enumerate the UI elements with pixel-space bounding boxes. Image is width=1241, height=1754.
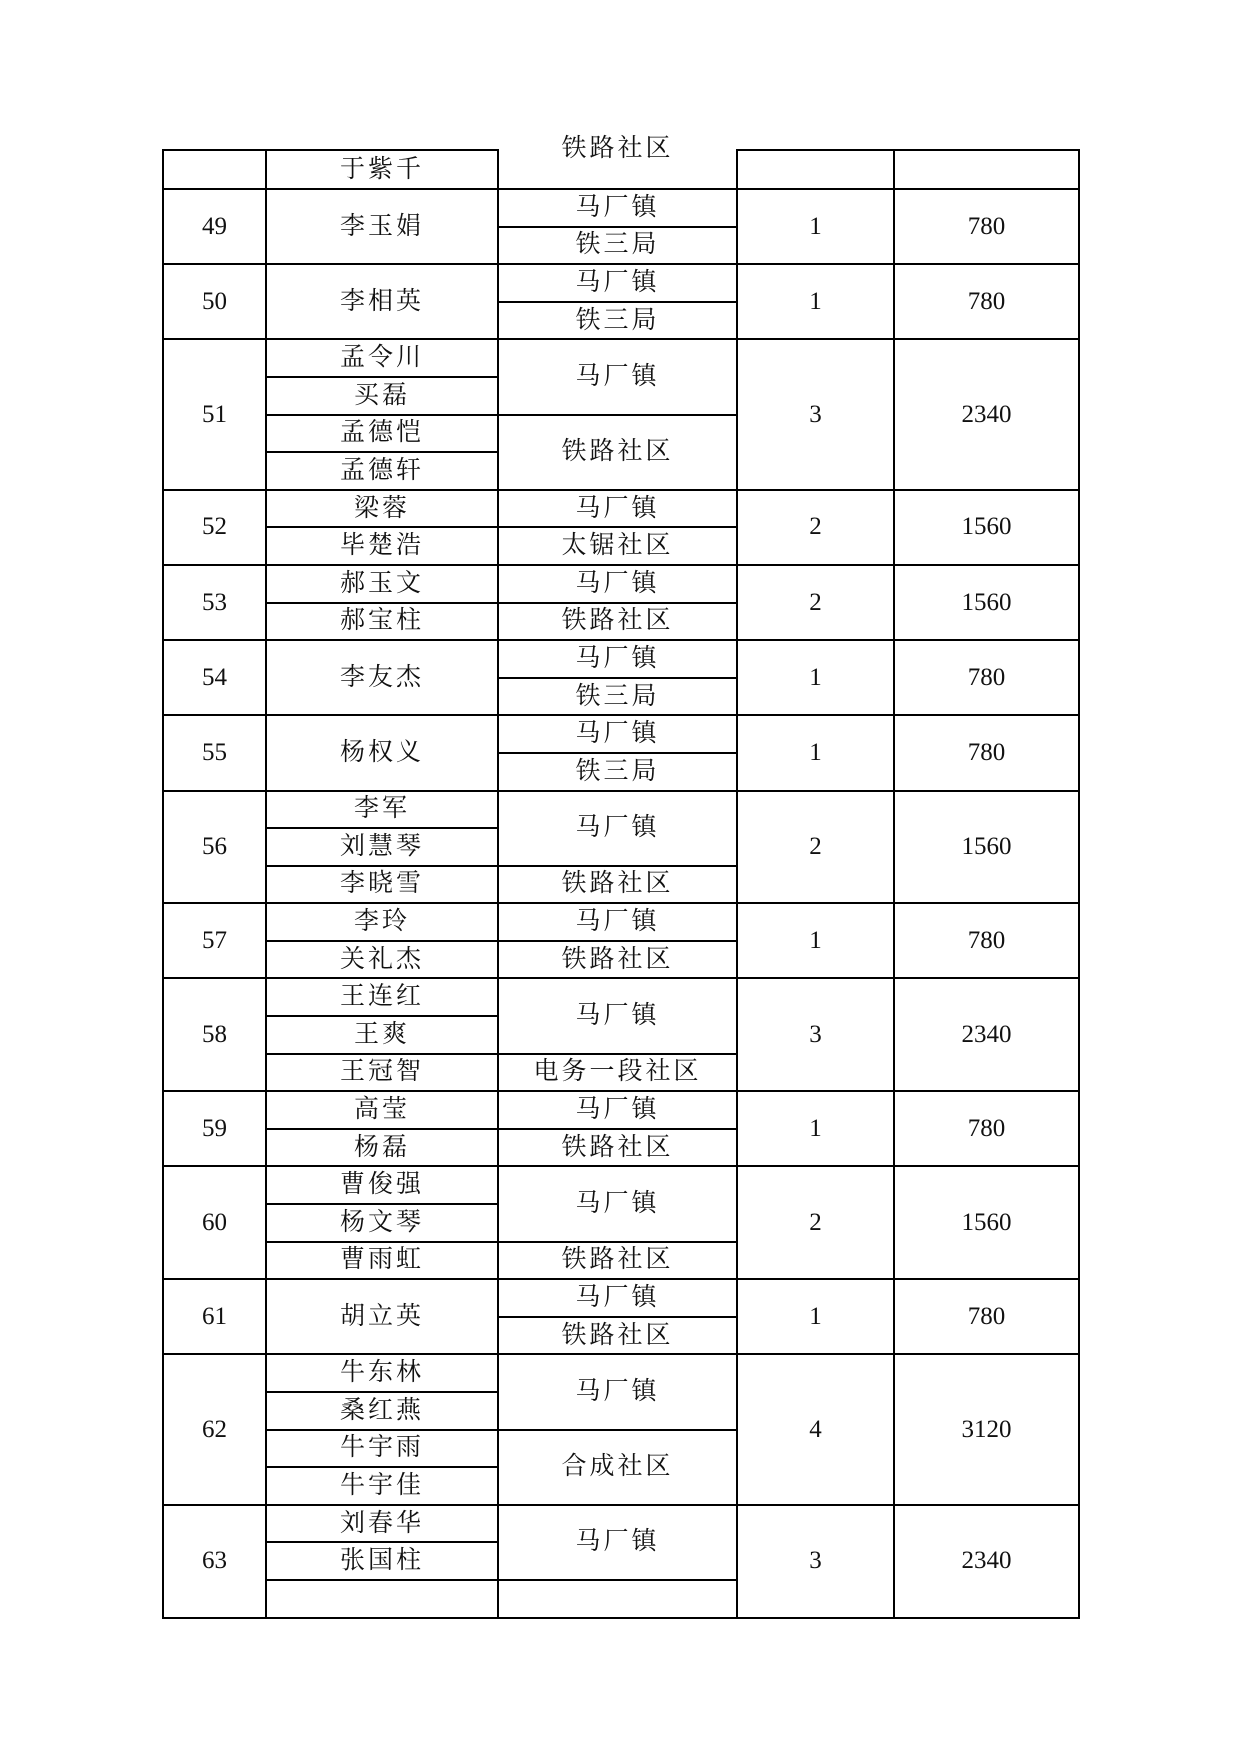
subsidy-amount-text: 2340	[961, 400, 1012, 428]
household-count	[737, 903, 894, 978]
location	[498, 1242, 737, 1280]
person-name	[266, 565, 498, 603]
table-row	[163, 978, 1079, 1016]
person-name	[266, 1430, 498, 1468]
row-number-text: 54	[202, 663, 227, 691]
person-name-text: 李友杰	[339, 663, 424, 691]
row-number-text: 55	[202, 738, 227, 766]
household-count	[737, 150, 894, 189]
person-name	[266, 603, 498, 641]
location	[498, 189, 737, 227]
location-text: 铁三局	[575, 231, 660, 259]
row-number-text: 51	[202, 400, 227, 428]
page-table-region	[162, 135, 1079, 1581]
row-number-text: 59	[202, 1114, 227, 1142]
person-name	[266, 1467, 498, 1505]
location	[498, 978, 737, 1053]
row-number	[163, 715, 266, 790]
row-number	[163, 490, 266, 565]
location-text: 铁三局	[575, 306, 660, 334]
person-name	[266, 452, 498, 490]
person-name-text: 孟德轩	[339, 456, 424, 484]
location-text: 铁路社区	[561, 1133, 674, 1161]
subsidy-amount-text: 1560	[961, 513, 1012, 541]
person-name-text: 李玲	[353, 908, 410, 936]
household-count	[737, 978, 894, 1091]
location	[498, 302, 737, 340]
table-row	[163, 715, 1079, 753]
location-text: 马厂镇	[575, 268, 660, 296]
person-name-text: 胡立英	[339, 1302, 424, 1330]
row-number	[163, 978, 266, 1091]
household-count	[737, 264, 894, 339]
subsidy-amount	[894, 1354, 1079, 1504]
table-row	[163, 1505, 1079, 1543]
table-row	[163, 490, 1079, 528]
subsidy-amount	[894, 490, 1079, 565]
person-name-text: 牛宇佳	[339, 1471, 424, 1499]
location-text: 铁三局	[575, 682, 660, 710]
person-name	[266, 1354, 498, 1392]
subsidy-amount-text: 780	[967, 663, 1006, 691]
person-name-text: 关礼杰	[339, 945, 424, 973]
person-name	[266, 339, 498, 377]
location-text: 马厂镇	[575, 814, 660, 842]
location-text: 合成社区	[561, 1453, 674, 1481]
location	[498, 264, 737, 302]
location-text: 铁三局	[575, 757, 660, 785]
person-name-text: 杨磊	[353, 1133, 410, 1161]
row-number-text: 57	[202, 926, 227, 954]
row-number-text: 58	[202, 1020, 227, 1048]
household-count	[737, 339, 894, 489]
row-number	[163, 903, 266, 978]
household-count	[737, 715, 894, 790]
subsidy-amount-text: 2340	[961, 1020, 1012, 1048]
subsidy-amount	[894, 565, 1079, 640]
person-name-text: 买磊	[353, 381, 410, 409]
person-name	[266, 527, 498, 565]
person-name	[266, 866, 498, 904]
location-text: 太锯社区	[561, 532, 674, 560]
row-number-text: 50	[202, 287, 227, 315]
location	[498, 640, 737, 678]
person-name-text: 刘春华	[339, 1509, 424, 1537]
person-name-text: 毕楚浩	[339, 532, 424, 560]
person-name-text: 孟德恺	[339, 419, 424, 447]
person-name	[266, 189, 498, 264]
location	[498, 1580, 737, 1618]
location	[498, 1166, 737, 1241]
location	[498, 135, 737, 189]
row-number-text: 52	[202, 513, 227, 541]
table-row	[163, 189, 1079, 227]
location-text: 马厂镇	[575, 1096, 660, 1124]
table-row	[163, 339, 1079, 377]
subsidy-amount-text: 3120	[961, 1415, 1012, 1443]
location-text: 马厂镇	[575, 1002, 660, 1030]
table-row	[163, 640, 1079, 678]
household-count	[737, 1354, 894, 1504]
person-name	[266, 1392, 498, 1430]
row-number	[163, 189, 266, 264]
subsidy-amount	[894, 640, 1079, 715]
location	[498, 715, 737, 753]
household-count-text: 1	[809, 287, 822, 315]
location-text: 铁路社区	[561, 1321, 674, 1349]
location	[498, 603, 737, 641]
person-name-text: 李相英	[339, 287, 424, 315]
household-count-text: 2	[809, 832, 822, 860]
row-number-text: 60	[202, 1208, 227, 1236]
person-name-text: 李军	[353, 795, 410, 823]
person-name	[266, 1580, 498, 1618]
location-text: 铁路社区	[561, 1246, 674, 1274]
subsidy-amount	[894, 903, 1079, 978]
person-name	[266, 1166, 498, 1204]
location-text: 马厂镇	[575, 1378, 660, 1405]
household-count-text: 3	[809, 1020, 822, 1048]
person-name	[266, 941, 498, 979]
location-text: 电务一段社区	[533, 1058, 702, 1086]
subsidy-amount-text: 780	[967, 212, 1006, 240]
household-count-text: 2	[809, 1208, 822, 1236]
table-row	[163, 150, 1079, 189]
subsidy-amount	[894, 1091, 1079, 1166]
person-name	[266, 1054, 498, 1092]
subsidy-amount	[894, 978, 1079, 1091]
person-name-text: 曹雨虹	[339, 1246, 424, 1274]
table-row	[163, 264, 1079, 302]
person-name-text: 牛东林	[339, 1359, 424, 1387]
household-count-text: 2	[809, 513, 822, 541]
household-count-text: 2	[809, 588, 822, 616]
household-count-text: 1	[809, 1114, 822, 1142]
person-name-text: 杨文琴	[339, 1208, 424, 1236]
location-text: 马厂镇	[575, 362, 660, 390]
household-count	[737, 1505, 894, 1618]
person-name	[266, 1542, 498, 1580]
row-number	[163, 565, 266, 640]
table-row	[163, 1166, 1079, 1204]
person-name-text: 郝宝柱	[339, 607, 424, 635]
location-text: 铁路社区	[561, 607, 674, 635]
person-name-text: 郝玉文	[339, 569, 424, 597]
table-row	[163, 1354, 1079, 1392]
location-text: 马厂镇	[575, 494, 660, 522]
subsidy-table	[162, 135, 1080, 1619]
location	[498, 1054, 737, 1092]
subsidy-amount-text: 1560	[961, 1208, 1012, 1236]
row-number	[163, 1091, 266, 1166]
household-count-text: 1	[809, 926, 822, 954]
row-number	[163, 264, 266, 339]
location	[498, 903, 737, 941]
location	[498, 1279, 737, 1317]
person-name	[266, 1091, 498, 1129]
row-number	[163, 1354, 266, 1504]
subsidy-amount-text: 780	[967, 738, 1006, 766]
person-name-text: 王爽	[353, 1020, 410, 1048]
location-text: 马厂镇	[575, 1528, 660, 1556]
person-name	[266, 1204, 498, 1242]
person-name-text: 孟令川	[339, 344, 424, 372]
location	[498, 227, 737, 265]
location	[498, 1354, 737, 1429]
person-name	[266, 1129, 498, 1167]
subsidy-amount	[894, 339, 1079, 489]
location-text: 马厂镇	[575, 569, 660, 597]
household-count	[737, 1279, 894, 1354]
person-name	[266, 1242, 498, 1280]
person-name	[266, 1016, 498, 1054]
household-count	[737, 1166, 894, 1279]
location	[498, 339, 737, 414]
person-name-text: 李玉娟	[339, 212, 424, 240]
person-name	[266, 150, 498, 189]
subsidy-amount	[894, 264, 1079, 339]
location-text: 铁路社区	[561, 135, 674, 162]
subsidy-amount-text: 780	[967, 287, 1006, 315]
household-count-text: 3	[809, 400, 822, 428]
location-text: 铁路社区	[561, 438, 674, 466]
person-name-text: 曹俊强	[339, 1171, 424, 1199]
row-number	[163, 640, 266, 715]
row-number	[163, 1279, 266, 1354]
person-name	[266, 828, 498, 866]
household-count-text: 1	[809, 663, 822, 691]
subsidy-amount-text: 780	[967, 1302, 1006, 1330]
subsidy-amount	[894, 715, 1079, 790]
person-name-text: 刘慧琴	[339, 832, 424, 860]
subsidy-amount-text: 780	[967, 1114, 1006, 1142]
table-row	[163, 1279, 1079, 1317]
location	[498, 490, 737, 528]
subsidy-amount	[894, 150, 1079, 189]
subsidy-amount-text: 780	[967, 926, 1006, 954]
location-text: 马厂镇	[575, 644, 660, 672]
location-text: 马厂镇	[575, 1190, 660, 1218]
location	[498, 527, 737, 565]
person-name-text: 王连红	[339, 983, 424, 1011]
person-name	[266, 791, 498, 829]
household-count	[737, 1091, 894, 1166]
table-row	[163, 565, 1079, 603]
household-count	[737, 640, 894, 715]
location	[498, 565, 737, 603]
location	[498, 1129, 737, 1167]
row-number-text: 63	[202, 1547, 227, 1575]
person-name-text: 张国柱	[339, 1547, 424, 1575]
subsidy-amount	[894, 791, 1079, 904]
subsidy-amount	[894, 1505, 1079, 1618]
person-name	[266, 264, 498, 339]
subsidy-amount-text: 1560	[961, 588, 1012, 616]
person-name-text: 王冠智	[339, 1058, 424, 1086]
household-count-text: 1	[809, 738, 822, 766]
row-number	[163, 150, 266, 189]
subsidy-amount	[894, 189, 1079, 264]
table-row	[163, 791, 1079, 829]
person-name-text: 于紫千	[339, 155, 424, 183]
location	[498, 1505, 737, 1580]
row-number-text: 56	[202, 832, 227, 860]
household-count	[737, 791, 894, 904]
person-name	[266, 415, 498, 453]
location-text: 马厂镇	[575, 720, 660, 748]
location-text: 铁路社区	[561, 945, 674, 973]
location	[498, 1430, 737, 1505]
subsidy-amount	[894, 1166, 1079, 1279]
person-name-text: 桑红燕	[339, 1396, 424, 1424]
location	[498, 415, 737, 490]
subsidy-amount-text: 2340	[961, 1547, 1012, 1575]
household-count	[737, 565, 894, 640]
person-name	[266, 1279, 498, 1354]
row-number	[163, 339, 266, 489]
person-name	[266, 1505, 498, 1543]
household-count-text: 4	[809, 1415, 822, 1443]
location	[498, 866, 737, 904]
person-name	[266, 903, 498, 941]
person-name-text: 牛宇雨	[339, 1434, 424, 1462]
row-number-text: 61	[202, 1302, 227, 1330]
person-name	[266, 377, 498, 415]
household-count	[737, 189, 894, 264]
location	[498, 791, 737, 866]
person-name-text: 李晓雪	[339, 870, 424, 898]
location	[498, 678, 737, 716]
location	[498, 1091, 737, 1129]
person-name-text: 高莹	[353, 1096, 410, 1124]
location-text: 马厂镇	[575, 908, 660, 936]
person-name-text: 梁蓉	[353, 494, 410, 522]
row-number-text: 53	[202, 588, 227, 616]
person-name-text: 杨权义	[339, 738, 424, 766]
row-number-text: 49	[202, 212, 227, 240]
location	[498, 753, 737, 791]
subsidy-amount	[894, 1279, 1079, 1354]
household-count-text: 1	[809, 1302, 822, 1330]
person-name	[266, 640, 498, 715]
location-text: 铁路社区	[561, 870, 674, 898]
household-count-text: 1	[809, 212, 822, 240]
household-count-text: 3	[809, 1547, 822, 1575]
person-name	[266, 490, 498, 528]
row-number-text: 62	[202, 1415, 227, 1443]
household-count	[737, 490, 894, 565]
table-row	[163, 1091, 1079, 1129]
person-name	[266, 715, 498, 790]
table-row	[163, 903, 1079, 941]
subsidy-amount-text: 1560	[961, 832, 1012, 860]
row-number	[163, 791, 266, 904]
location-text: 马厂镇	[575, 193, 660, 221]
location	[498, 1317, 737, 1355]
row-number	[163, 1505, 266, 1618]
location-text: 马厂镇	[575, 1284, 660, 1312]
person-name	[266, 978, 498, 1016]
location	[498, 941, 737, 979]
row-number	[163, 1166, 266, 1279]
